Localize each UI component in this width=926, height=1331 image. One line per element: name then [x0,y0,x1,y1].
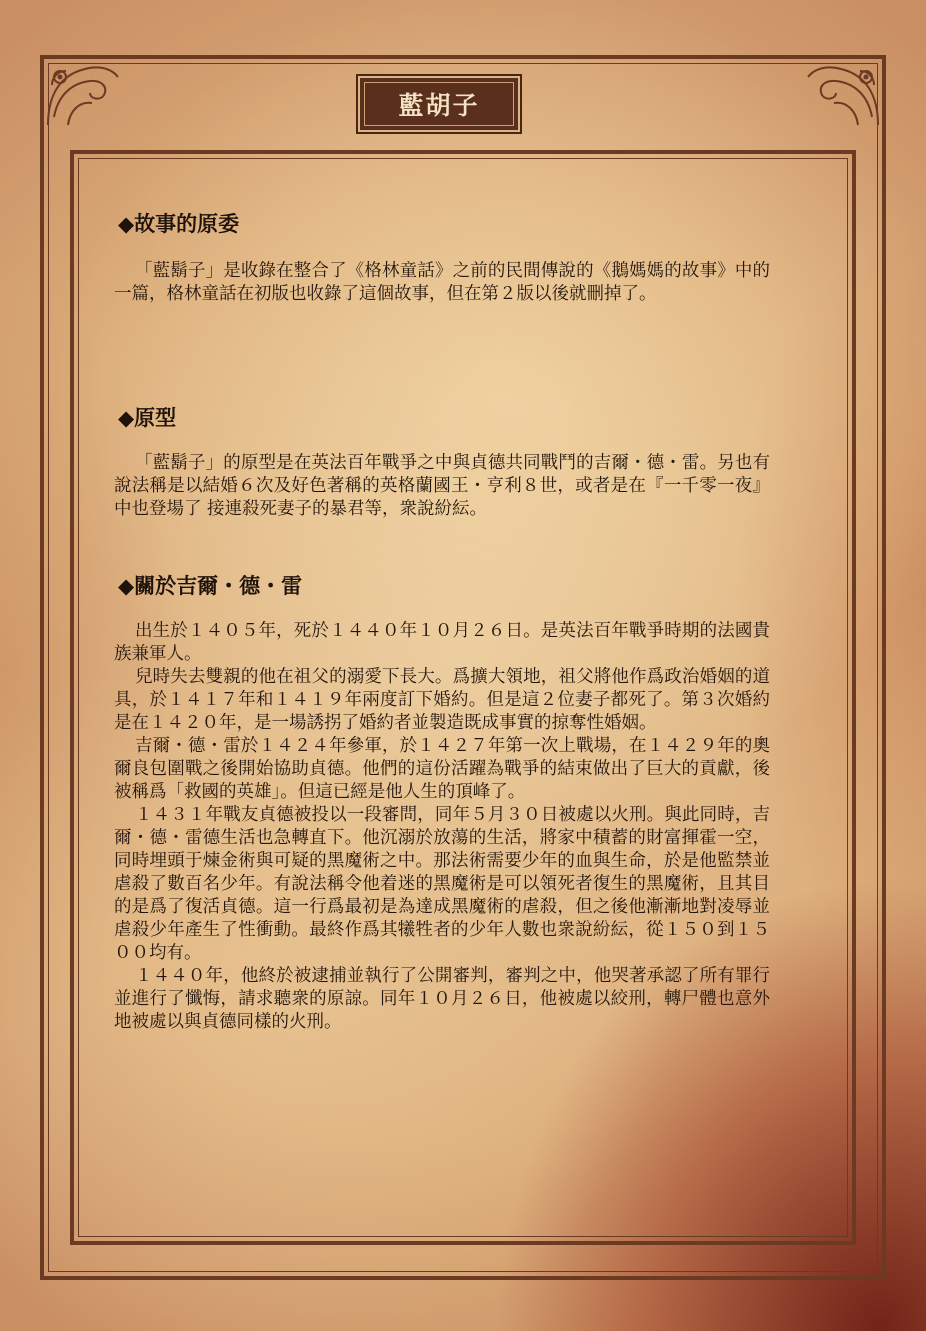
section-heading: ◆關於吉爾・德・雷 [118,573,303,598]
section-body [114,260,770,306]
paragraph: 出生於１４０５年，死於１４４０年１０月２６日。是英法百年戰爭時期的法國貴族兼軍人。 [114,621,770,664]
corner-flourish-icon [40,55,130,135]
paragraph: １４４０年，他終於被逮捕並執行了公開審判，審判之中，他哭著承認了所有罪行並進行了懺悔，請求聽衆的原諒。同年１０月２６日，他被處以絞刑，轉尸體也意外地被處以與貞德同樣的火刑。 [114,966,770,1032]
paragraph: １４３１年戰友貞德被投以一段審問，同年５月３０日被處以火刑。與此同時，吉爾・德・雷德生活也急轉直下。他沉溺於放蕩的生活，將家中積蓄的財富揮霍一空，同時埋頭于煉金術與可疑的黑魔術之中。那法術需要少年的血與生命，於是他監禁並虐殺了數百名少年。有說法稱令他着迷的黑魔術是可以領死者復生的黑魔術，且其目的是爲了復活貞德。這一行爲最初是為達成黑魔術的虐殺，但之後他漸漸地對凌辱並虐殺少年產生了性衝動。最終作爲其犧牲者的少年人數也衆說紛紜，從１５０到１５００均有。 [114,805,770,963]
paragraph: 「藍鬍子」的原型是在英法百年戰爭之中與貞德共同戰鬥的吉爾・德・雷。另也有說法稱是以結婚６次及好色著稱的英格蘭國王・亨利８世，或者是在『一千零一夜』中也登場了 接連殺死妻子的暴君等，衆說紛紜。 [114,453,770,519]
section-heading: ◆原型 [118,405,177,430]
section-body [114,620,770,1034]
section-body [114,452,770,521]
title-plate [360,78,518,130]
paragraph: 吉爾・德・雷於１４２４年參軍，於１４２７年第一次上戰場，在１４２９年的奧爾良包圍戰之後開始協助貞德。他們的這份活躍為戰爭的結束做出了巨大的貢獻，後被稱爲「救國的英雄」。但這已經是他人生的頂峰了。 [114,736,770,802]
paragraph: 「藍鬍子」是收錄在整合了《格林童話》之前的民間傳說的《鵝媽媽的故事》中的一篇，格林童話在初版也收錄了這個故事，但在第２版以後就刪掉了。 [114,261,770,304]
section-heading: ◆故事的原委 [118,211,240,236]
page-title: 藍胡子 [398,91,480,120]
paragraph: 兒時失去雙親的他在祖父的溺愛下長大。爲擴大領地，祖父將他作爲政治婚姻的道具，於１４１７年和１４１９年兩度訂下婚約。但是這２位妻子都死了。第３次婚約是在１４２０年，是一場誘拐了婚約者並製造既成事實的掠奪性婚姻。 [114,667,770,733]
corner-flourish-icon [796,55,886,135]
